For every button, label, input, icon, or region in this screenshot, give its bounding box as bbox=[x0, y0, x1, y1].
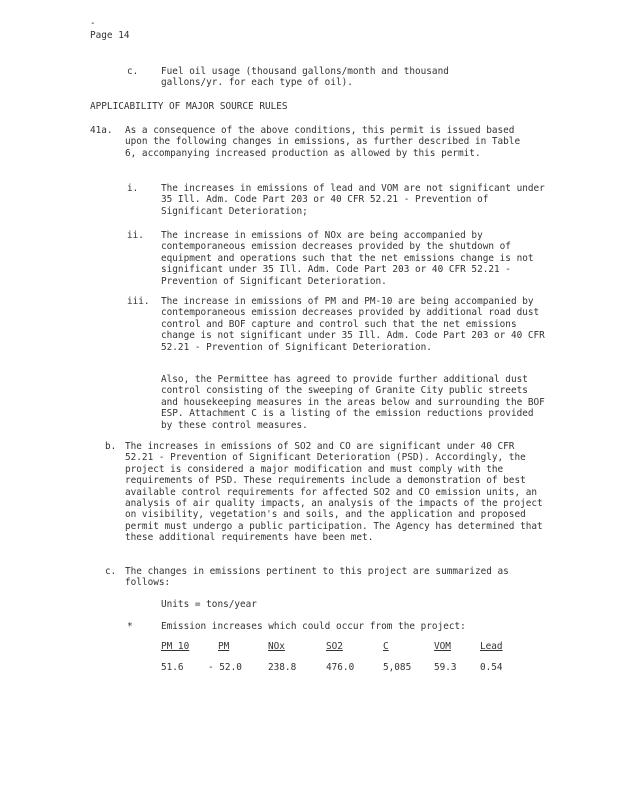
para-41a-text: As a consequence of the above conditions, this permit is issued based upon the following changes in emissions, as further described in Table 6, accompanying increased production as allowed by this permit. bbox=[125, 125, 526, 159]
para-b-text: The increases in emissions of SO2 and CO are significant under 40 CFR 52.21 - Prevention of Significant Deterioration (PSD). Accordingly, the project is considered a major modification and must comply with the requirements of PSD. These requirements include a demonstration of best available control requirements for affected SO2 and CO emission units, an analysis of air quality impacts, an analysis of the impacts of the project on visibility, vegetation's and soils, and the application and proposed permit must undergo a public participation. The Agency has determined that these additional requirements have been met. bbox=[125, 441, 549, 544]
table-header: VOM bbox=[434, 641, 451, 652]
item-iii-label: iii. bbox=[127, 296, 150, 307]
item-c-top-text: Fuel oil usage (thousand gallons/month and thousand gallons/yr. for each type of oil). bbox=[161, 66, 455, 89]
bullet-text: Emission increases which could occur from the project: bbox=[161, 621, 466, 632]
table-cell: 51.6 bbox=[161, 662, 184, 673]
table-header: C bbox=[383, 641, 389, 652]
bullet-mark: * bbox=[127, 621, 133, 632]
para-c-label: c. bbox=[105, 566, 117, 577]
table-cell: 59.3 bbox=[434, 662, 457, 673]
para-b-label: b. bbox=[105, 441, 117, 452]
item-ii-text: The increase in emissions of NOx are being accompanied by contemporaneous emission decreases provided by the shutdown of equipment and operations such that the net emissions change is not significant under 35 Ill. Adm. Code Part 203 or 40 CFR 52.21 - Prevention of Significant Deterioration. bbox=[161, 230, 540, 287]
table-cell: 0.54 bbox=[480, 662, 503, 673]
table-header: PM bbox=[218, 641, 230, 652]
item-i-label: i. bbox=[127, 183, 139, 194]
table-header: SO2 bbox=[326, 641, 343, 652]
item-i-text: The increases in emissions of lead and VOM are not significant under 35 Ill. Adm. Code Part 203 or 40 CFR 52.21 - Prevention of Significant Deterioration; bbox=[161, 183, 551, 217]
table-cell: - 52.0 bbox=[208, 662, 242, 673]
para-c-text: The changes in emissions pertinent to this project are summarized as follows: bbox=[125, 566, 515, 589]
table-cell: 238.8 bbox=[268, 662, 297, 673]
item-ii-label: ii. bbox=[127, 230, 144, 241]
header-mark: - bbox=[90, 18, 96, 29]
also-paragraph: Also, the Permittee has agreed to provide further additional dust control consisting of the sweeping of Granite City public streets and housekeeping measures in the areas below and surrounding the BOF ESP. Attachment C is a listing of the emission reductions provided by these control measures. bbox=[161, 374, 551, 431]
table-header: Lead bbox=[480, 641, 503, 652]
table-cell: 476.0 bbox=[326, 662, 355, 673]
table-cell: 5,085 bbox=[383, 662, 412, 673]
item-c-top-label: c. bbox=[127, 66, 139, 77]
table-header: NOx bbox=[268, 641, 285, 652]
para-41a-label: 41a. bbox=[90, 125, 113, 136]
table-header: PM 10 bbox=[161, 641, 190, 652]
page-number: Page 14 bbox=[90, 30, 130, 41]
section-heading: APPLICABILITY OF MAJOR SOURCE RULES bbox=[90, 101, 288, 112]
units-label: Units = tons/year bbox=[161, 599, 257, 610]
item-iii-text: The increase in emissions of PM and PM-10 are being accompanied by contemporaneous emission decreases provided by additional road dust control and BOF capture and control such that the net emissions change is not significant under 35 Ill. Adm. Code Part 203 or 40 CFR 52.21 - Prevention of Significant Deterioration. bbox=[161, 296, 551, 353]
